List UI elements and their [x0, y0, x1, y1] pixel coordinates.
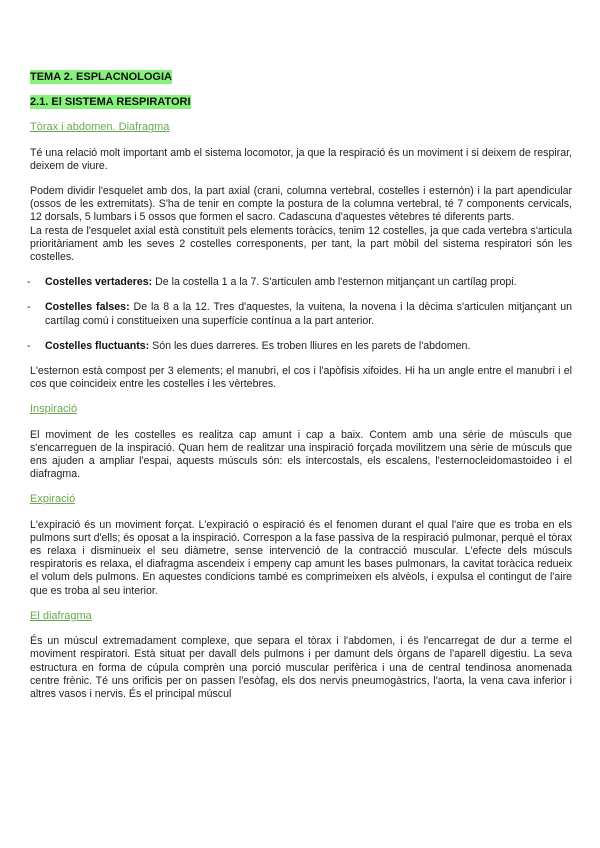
bullet: - — [27, 339, 31, 352]
subheading-text: Tòrax i abdomen. Diafragma — [30, 121, 170, 134]
section-heading — [30, 96, 572, 109]
subheading-torax — [30, 121, 572, 134]
definition: De la 8 a la 12. Tres d'aquestes, la vuitena, la novena i la dècima s'articulen mitjançant un cartílag comú i constitueixen una superfície contínua a la part anterior. — [45, 301, 572, 327]
paragraph: L'esternon està compost per 3 elements; el manubri, el cos i l'apòfisis xifoides. Hi ha un angle entre el manubri i el cos que coincideix entre les costelles i les vèrtebres. — [30, 365, 572, 391]
paragraph: Podem dividir l'esquelet amb dos, la part axial (crani, columna vertebral, costelles i esternón) i la part apendicular (ossos de les extremitats). S'ha de tenir en compte la postura de la columna vertebral, té 7 components cervicals, 12 dorsals, 5 lumbars i 5 ossos que formen el sacro. Cadascuna d'aquestes vètebres té diferents parts. — [30, 185, 572, 224]
document-title — [30, 71, 572, 84]
title-text: TEMA 2. ESPLACNOLOGIA — [30, 71, 172, 83]
term: Costelles fluctuants: — [45, 339, 150, 352]
subheading-expiracio — [30, 493, 572, 506]
subheading-text: Expiració — [30, 493, 76, 506]
list-item — [27, 276, 572, 289]
list-item — [27, 301, 572, 327]
definition: De la costella 1 a la 7. S'articulen amb l'esternon mitjançant un cartílag propi. — [152, 276, 517, 289]
term: Costelles vertaderes: — [45, 276, 153, 289]
paragraph: L'expiració és un moviment forçat. L'expiració o espiració és el fenomen durant el qual l'aire que es troba en els pulmons surt d'ells; és oposat a la inspiració. Correspon a la fase passiva de la respiració pulmonar, perquè el tòrax es relaxa i disminueix el seu diàmetre, sense intervenció de la contracció muscular. L'efecte dels músculs respiratoris es relaxa, el diafragma ascendeix i empeny cap amunt les bases pulmonars, la cavitat toràcica redueix el volum dels pulmons. En aquestes condicions també es comprimeixen els alvèols, i expulsa el contingut de l'aire que es troba al seu interior. — [30, 518, 573, 597]
paragraph: El moviment de les costelles es realitza cap amunt i cap a baix. Contem amb una sèrie de músculs que s'encarreguen de la inspiració. Quan hem de realitzar una inspiració forçada movilitzem una sèrie de músculs que ens ajuden a ampliar l'espai, aquests músculs són: els intercostals, els escalens, l'esternocleidomastoideo i el diafragma. — [30, 428, 572, 481]
paragraph: És un múscul extremadament complexe, que separa el tòrax i l'abdomen, i és l'encarregat de dur a terme el moviment respiratori. Està situat per davall dels pulmons i per damunt dels òrgans de l'aparell digestiu. La seva estructura en forma de cúpula comprèn una porció muscular perifèrica i una de central tendinosa anomenada centre frènic. Té uns orificis per on passen l'esòfag, els dos nervis pneumogàstrics, l'aorta, la vena cava inferior i altres vasos i nervis. És el principal múscul — [30, 635, 572, 700]
bullet: - — [27, 276, 31, 289]
paragraph: Té una relació molt important amb el sistema locomotor, ja que la respiració és un moviment i si deixem de respirar, deixem de viure. — [30, 146, 572, 172]
list-item — [27, 339, 572, 353]
paragraph: La resta de l'esquelet axial està constituït pels elements toràcics, tenim 12 costelles, ja que cada vertebra s'articula prioritàriament amb les seves 2 costelles corresponents, per tant, la part mòbil del sistema respiratori són les costelles. — [30, 224, 572, 264]
subheading-inspiracio — [30, 403, 572, 416]
section-text: 2.1. El SISTEMA RESPIRATORI — [30, 96, 191, 109]
subheading-text: Inspiració — [30, 403, 78, 416]
term: Costelles falses: — [45, 301, 130, 314]
subheading-diafragma — [30, 610, 572, 623]
definition: Són les dues darreres. Es troben lliures en les parets de l'abdomen. — [149, 339, 471, 352]
bullet: - — [27, 301, 31, 314]
subheading-text: El diafragma — [30, 609, 92, 622]
